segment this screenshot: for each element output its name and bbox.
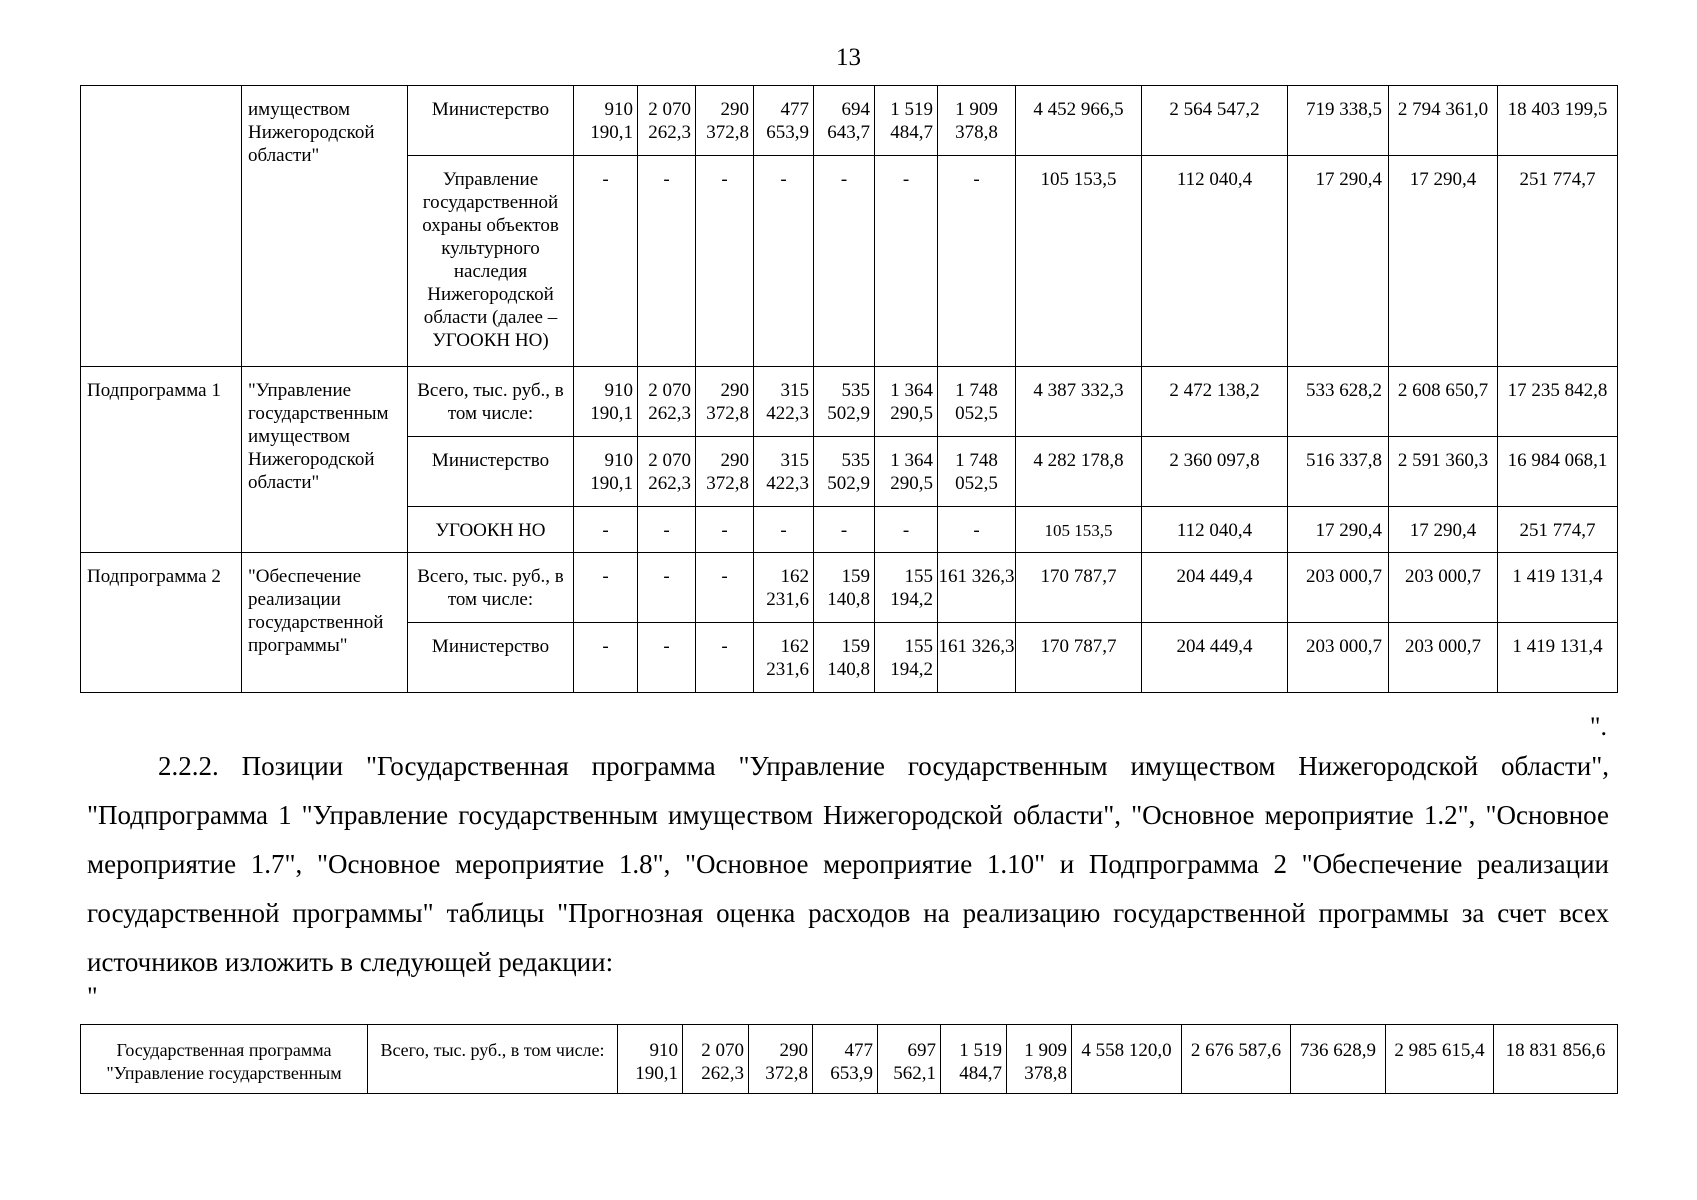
value-cell: 4 558 120,0: [1072, 1025, 1182, 1094]
value-cell: 1 419 131,4: [1498, 623, 1618, 693]
value-cell: -: [696, 507, 754, 553]
value-cell: -: [638, 553, 696, 623]
value-cell: -: [938, 156, 1016, 367]
value-cell: 719 338,5: [1288, 86, 1389, 156]
value-cell: 112 040,4: [1142, 507, 1288, 553]
closing-quote: ".: [1589, 712, 1607, 741]
value-cell: 1 364 290,5: [875, 437, 938, 507]
value-cell: 315 422,3: [754, 437, 814, 507]
value-cell: -: [696, 156, 754, 367]
executor-cell: Министерство: [408, 86, 574, 156]
value-cell: 694 643,7: [814, 86, 875, 156]
value-cell: 910 190,1: [574, 86, 638, 156]
value-cell: 1 364 290,5: [875, 367, 938, 437]
value-cell: 290 372,8: [696, 367, 754, 437]
value-cell: 910 190,1: [574, 367, 638, 437]
value-cell: 203 000,7: [1389, 553, 1498, 623]
value-cell: 2 564 547,2: [1142, 86, 1288, 156]
value-cell: 17 290,4: [1389, 156, 1498, 367]
value-cell: -: [814, 507, 875, 553]
value-cell: 18 831 856,6: [1494, 1025, 1618, 1094]
value-cell: -: [638, 623, 696, 693]
value-cell: 17 235 842,8: [1498, 367, 1618, 437]
value-cell: 910 190,1: [574, 437, 638, 507]
value-cell: 477 653,9: [813, 1025, 878, 1094]
value-cell: -: [814, 156, 875, 367]
value-cell: 2 591 360,3: [1389, 437, 1498, 507]
page-number: 13: [836, 44, 861, 71]
value-cell: 2 070 262,3: [638, 437, 696, 507]
value-cell: 1 748 052,5: [938, 437, 1016, 507]
program-name-cell: "Управление государственным имуществом Нижегородской области": [242, 367, 408, 553]
value-cell: 477 653,9: [754, 86, 814, 156]
subprogram-cell: Подпрограмма 1: [81, 367, 242, 553]
subprogram-cell: Подпрограмма 2: [81, 553, 242, 693]
value-cell: 535 502,9: [814, 367, 875, 437]
value-cell: 2 472 138,2: [1142, 367, 1288, 437]
value-cell: 2 676 587,6: [1182, 1025, 1291, 1094]
value-cell: 203 000,7: [1389, 623, 1498, 693]
value-cell: -: [696, 623, 754, 693]
executor-cell: Всего, тыс. руб., в том числе:: [408, 367, 574, 437]
value-cell: 290 372,8: [696, 437, 754, 507]
value-cell: -: [696, 553, 754, 623]
value-cell: 697 562,1: [878, 1025, 941, 1094]
value-cell: 17 290,4: [1288, 156, 1389, 367]
value-cell: 155 194,2: [875, 553, 938, 623]
executor-cell: Министерство: [408, 623, 574, 693]
value-cell: 161 326,3: [938, 623, 1016, 693]
table-row: [81, 1025, 1618, 1094]
value-cell: 2 985 615,4: [1386, 1025, 1494, 1094]
value-cell: 910 190,1: [618, 1025, 683, 1094]
executor-cell: Всего, тыс. руб., в том числе:: [368, 1025, 618, 1094]
value-cell: 162 231,6: [754, 623, 814, 693]
value-cell: -: [574, 553, 638, 623]
value-cell: 203 000,7: [1288, 553, 1389, 623]
value-cell: 1 909 378,8: [938, 86, 1016, 156]
value-cell: 159 140,8: [814, 553, 875, 623]
value-cell: 17 290,4: [1288, 507, 1389, 553]
value-cell: -: [875, 507, 938, 553]
program-cell: Государственная программа "Управление государственным: [81, 1025, 368, 1094]
value-cell: 1 419 131,4: [1498, 553, 1618, 623]
value-cell: -: [938, 507, 1016, 553]
program-name-cell: имуществом Нижегородской области": [242, 86, 408, 367]
value-cell: -: [875, 156, 938, 367]
value-cell: 204 449,4: [1142, 623, 1288, 693]
value-cell: 2 070 262,3: [638, 367, 696, 437]
value-cell: 516 337,8: [1288, 437, 1389, 507]
value-cell: 4 282 178,8: [1016, 437, 1142, 507]
amendment-paragraph: 2.2.2. Позиции "Государственная программа "Управление государственным имуществом Нижегородской области", "Подпрограмма 1 "Управление государственным имуществом Нижегородской области", "Основное мероприятие 1.2", "Основное мероприятие 1.7", "Основное мероприятие 1.8", "Основное мероприятие 1.10" и Подпрограмма 2 "Обеспечение реализации государственной программы" таблицы "Прогнозная оценка расходов на реализацию государственной программы за счет всех источников изложить в следующей редакции:: [87, 751, 1609, 977]
value-cell: 315 422,3: [754, 367, 814, 437]
forecast-table: [80, 1024, 1618, 1094]
value-cell: 251 774,7: [1498, 507, 1618, 553]
value-cell: 105 153,5: [1016, 156, 1142, 367]
value-cell: 162 231,6: [754, 553, 814, 623]
value-cell: 2 070 262,3: [683, 1025, 749, 1094]
value-cell: 1 519 484,7: [875, 86, 938, 156]
value-cell: 2 070 262,3: [638, 86, 696, 156]
value-cell: 170 787,7: [1016, 553, 1142, 623]
value-cell: 535 502,9: [814, 437, 875, 507]
value-cell: 251 774,7: [1498, 156, 1618, 367]
executor-cell: Всего, тыс. руб., в том числе:: [408, 553, 574, 623]
value-cell: 1 519 484,7: [941, 1025, 1007, 1094]
value-cell: 155 194,2: [875, 623, 938, 693]
value-cell: 533 628,2: [1288, 367, 1389, 437]
value-cell: 290 372,8: [696, 86, 754, 156]
value-cell: 290 372,8: [749, 1025, 813, 1094]
value-cell: 736 628,9: [1291, 1025, 1386, 1094]
value-cell: 2 360 097,8: [1142, 437, 1288, 507]
program-cell: [81, 86, 242, 367]
opening-quote: ": [87, 982, 98, 1011]
expenditure-table: [80, 85, 1618, 693]
value-cell: 2 608 650,7: [1389, 367, 1498, 437]
value-cell: -: [754, 507, 814, 553]
value-cell: 1 748 052,5: [938, 367, 1016, 437]
table-row: [81, 86, 1618, 156]
value-cell: 18 403 199,5: [1498, 86, 1618, 156]
table-row: [81, 553, 1618, 623]
value-cell: 161 326,3: [938, 553, 1016, 623]
value-cell: 159 140,8: [814, 623, 875, 693]
value-cell: -: [574, 507, 638, 553]
value-cell: -: [574, 623, 638, 693]
executor-cell: Управление государственной охраны объектов культурного наследия Нижегородской области (далее – УГООКН НО): [408, 156, 574, 367]
value-cell: 1 909 378,8: [1007, 1025, 1072, 1094]
value-cell: -: [754, 156, 814, 367]
value-cell: 17 290,4: [1389, 507, 1498, 553]
value-cell: 4 452 966,5: [1016, 86, 1142, 156]
value-cell: 2 794 361,0: [1389, 86, 1498, 156]
value-cell: 204 449,4: [1142, 553, 1288, 623]
value-cell: -: [638, 156, 696, 367]
value-cell: 4 387 332,3: [1016, 367, 1142, 437]
value-cell: -: [638, 507, 696, 553]
value-cell: 170 787,7: [1016, 623, 1142, 693]
value-cell: 112 040,4: [1142, 156, 1288, 367]
program-name-cell: "Обеспечение реализации государственной программы": [242, 553, 408, 693]
executor-cell: Министерство: [408, 437, 574, 507]
value-cell: 105 153,5: [1016, 507, 1142, 553]
value-cell: 203 000,7: [1288, 623, 1389, 693]
table-row: [81, 367, 1618, 437]
value-cell: -: [574, 156, 638, 367]
executor-cell: УГООКН НО: [408, 507, 574, 553]
value-cell: 16 984 068,1: [1498, 437, 1618, 507]
